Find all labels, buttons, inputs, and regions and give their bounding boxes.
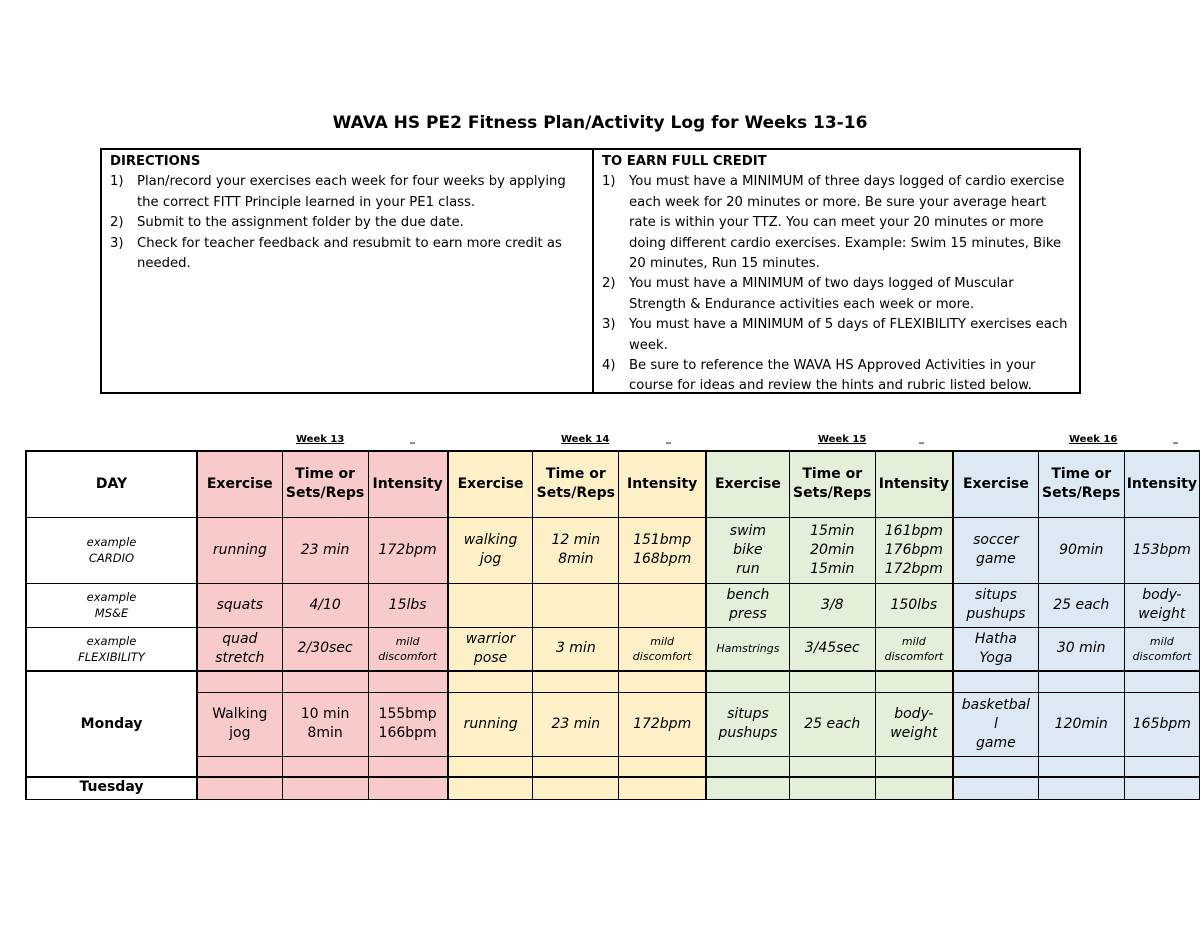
full-credit-item bbox=[602, 274, 1071, 315]
log-cell bbox=[533, 777, 619, 799]
log-cell: body- weight bbox=[875, 692, 953, 756]
log-cell: mild discomfort bbox=[368, 627, 448, 671]
log-cell: 4/10 bbox=[282, 583, 368, 627]
log-cell bbox=[1124, 756, 1199, 777]
log-cell bbox=[706, 671, 789, 692]
week-13-label: Week 13 bbox=[296, 434, 345, 445]
full-credit-item-number: 1) bbox=[602, 174, 616, 190]
instructions-box bbox=[100, 148, 1081, 394]
log-cell: walking jog bbox=[448, 517, 533, 583]
directions-item-text: Check for teacher feedback and resubmit to earn more credit as needed. bbox=[137, 235, 562, 272]
example-row bbox=[26, 627, 1200, 671]
log-cell: 153bpm bbox=[1124, 517, 1199, 583]
week-16-dash: _ bbox=[1173, 433, 1178, 444]
directions-item-number: 3) bbox=[110, 235, 124, 251]
column-header: Intensity bbox=[619, 451, 706, 517]
week-14-band bbox=[454, 429, 714, 451]
full-credit-heading: TO EARN FULL CREDIT bbox=[602, 154, 767, 169]
log-cell: 3/8 bbox=[789, 583, 875, 627]
log-cell: 172bpm bbox=[619, 692, 706, 756]
log-cell bbox=[282, 777, 368, 799]
page-title: WAVA HS PE2 Fitness Plan/Activity Log for Weeks 13-16 bbox=[332, 113, 868, 133]
log-cell: situps pushups bbox=[953, 583, 1038, 627]
column-header: Exercise bbox=[197, 451, 282, 517]
full-credit-item bbox=[602, 315, 1071, 356]
spacer-row bbox=[26, 756, 1200, 777]
log-cell: 25 each bbox=[789, 692, 875, 756]
log-cell: running bbox=[197, 517, 282, 583]
log-cell: situps pushups bbox=[706, 692, 789, 756]
log-cell bbox=[1038, 671, 1124, 692]
log-cell bbox=[1038, 756, 1124, 777]
log-cell bbox=[1124, 777, 1199, 799]
log-cell: 165bpm bbox=[1124, 692, 1199, 756]
log-cell: mild discomfort bbox=[875, 627, 953, 671]
log-cell bbox=[448, 756, 533, 777]
week-16-label: Week 16 bbox=[1069, 434, 1118, 445]
log-cell bbox=[533, 671, 619, 692]
log-cell bbox=[619, 583, 706, 627]
directions-item-number: 1) bbox=[110, 174, 124, 190]
full-credit-item bbox=[602, 172, 1071, 274]
spacer-row bbox=[26, 777, 1200, 799]
directions-item bbox=[110, 213, 584, 233]
log-cell bbox=[533, 756, 619, 777]
directions-item bbox=[110, 172, 584, 213]
log-cell: 2/30sec bbox=[282, 627, 368, 671]
week-14-label: Week 14 bbox=[561, 434, 610, 445]
log-cell: running bbox=[448, 692, 533, 756]
log-cell bbox=[368, 671, 448, 692]
day-column-header: DAY bbox=[26, 451, 197, 517]
directions-item-text: Plan/record your exercises each week for four weeks by applying the correct FITT Principle learned in your PE1 class. bbox=[137, 174, 566, 210]
log-cell: 25 each bbox=[1038, 583, 1124, 627]
log-cell bbox=[953, 671, 1038, 692]
full-credit-item-text: You must have a MINIMUM of three days logged of cardio exercise each week for 20 minutes or more. Be sure your average heart rate is within your TTZ. You can meet your 20 minutes or more doing different cardio exercises. Example: Swim 15 minutes, Bike 20 minutes, Run 15 minutes. bbox=[629, 174, 1065, 272]
log-cell: 23 min bbox=[282, 517, 368, 583]
log-cell bbox=[197, 777, 282, 799]
log-cell: 150lbs bbox=[875, 583, 953, 627]
log-cell: 10 min 8min bbox=[282, 692, 368, 756]
full-credit-item-number: 4) bbox=[602, 358, 616, 374]
log-cell: 30 min bbox=[1038, 627, 1124, 671]
week-13-dash: _ bbox=[410, 433, 415, 444]
example-row bbox=[26, 583, 1200, 627]
log-cell bbox=[368, 777, 448, 799]
example-day-label: example CARDIO bbox=[26, 517, 197, 583]
log-cell bbox=[448, 777, 533, 799]
column-header: Intensity bbox=[368, 451, 448, 517]
directions-item-number: 2) bbox=[110, 215, 124, 231]
log-cell bbox=[197, 671, 282, 692]
full-credit-list bbox=[602, 172, 1071, 396]
full-credit-item-text: You must have a MINIMUM of two days logged of Muscular Strength & Endurance activities each week or more. bbox=[629, 276, 1014, 312]
column-header: Time or Sets/Reps bbox=[533, 451, 619, 517]
week-16-band bbox=[963, 429, 1200, 451]
log-cell bbox=[875, 671, 953, 692]
example-day-label: example MS&E bbox=[26, 583, 197, 627]
log-cell: 15min 20min 15min bbox=[789, 517, 875, 583]
monday-row bbox=[26, 692, 1200, 756]
example-day-label: example FLEXIBILITY bbox=[26, 627, 197, 671]
directions-item bbox=[110, 234, 584, 275]
log-cell: 3/45sec bbox=[789, 627, 875, 671]
log-cell bbox=[1038, 777, 1124, 799]
day-label-monday: Monday bbox=[26, 671, 197, 777]
column-header: Exercise bbox=[706, 451, 789, 517]
log-cell: quad stretch bbox=[197, 627, 282, 671]
log-cell: mild discomfort bbox=[1124, 627, 1199, 671]
full-credit-item-text: You must have a MINIMUM of 5 days of FLEXIBILITY exercises each week. bbox=[629, 317, 1068, 353]
log-cell: 90min bbox=[1038, 517, 1124, 583]
log-cell: swim bike run bbox=[706, 517, 789, 583]
column-header: Intensity bbox=[1124, 451, 1199, 517]
directions-section bbox=[102, 150, 594, 392]
log-cell bbox=[953, 777, 1038, 799]
log-cell bbox=[368, 756, 448, 777]
log-cell: Hatha Yoga bbox=[953, 627, 1038, 671]
log-cell bbox=[448, 671, 533, 692]
log-cell bbox=[875, 756, 953, 777]
log-cell: 15lbs bbox=[368, 583, 448, 627]
log-cell bbox=[282, 671, 368, 692]
full-credit-item bbox=[602, 356, 1071, 397]
log-cell: 120min bbox=[1038, 692, 1124, 756]
header-row bbox=[26, 451, 1200, 517]
spacer-row bbox=[26, 671, 1200, 692]
log-cell bbox=[448, 583, 533, 627]
log-cell: bench press bbox=[706, 583, 789, 627]
day-label-tuesday: Tuesday bbox=[26, 777, 197, 799]
log-cell: Walking jog bbox=[197, 692, 282, 756]
week-13-band bbox=[202, 429, 454, 451]
log-cell bbox=[789, 756, 875, 777]
log-cell: body- weight bbox=[1124, 583, 1199, 627]
column-header: Time or Sets/Reps bbox=[1038, 451, 1124, 517]
full-credit-section bbox=[594, 150, 1079, 392]
log-cell: soccer game bbox=[953, 517, 1038, 583]
directions-heading: DIRECTIONS bbox=[110, 154, 201, 169]
log-cell bbox=[282, 756, 368, 777]
log-cell bbox=[789, 671, 875, 692]
log-cell bbox=[619, 671, 706, 692]
example-row bbox=[26, 517, 1200, 583]
log-cell: basketbal l game bbox=[953, 692, 1038, 756]
week-15-dash: _ bbox=[919, 433, 924, 444]
column-header: Exercise bbox=[953, 451, 1038, 517]
log-cell bbox=[619, 777, 706, 799]
log-cell bbox=[875, 777, 953, 799]
week-15-band bbox=[714, 429, 963, 451]
directions-item-text: Submit to the assignment folder by the due date. bbox=[137, 215, 464, 231]
log-cell bbox=[953, 756, 1038, 777]
log-cell: 172bpm bbox=[368, 517, 448, 583]
log-cell: 155bmp 166bpm bbox=[368, 692, 448, 756]
log-cell: 151bmp 168bpm bbox=[619, 517, 706, 583]
log-cell bbox=[789, 777, 875, 799]
week-15-label: Week 15 bbox=[818, 434, 867, 445]
activity-log-table bbox=[25, 450, 1200, 800]
log-cell: 23 min bbox=[533, 692, 619, 756]
log-cell bbox=[533, 583, 619, 627]
log-cell: squats bbox=[197, 583, 282, 627]
column-header: Exercise bbox=[448, 451, 533, 517]
column-header: Time or Sets/Reps bbox=[282, 451, 368, 517]
full-credit-item-text: Be sure to reference the WAVA HS Approved Activities in your course for ideas and review the hints and rubric listed below. bbox=[629, 358, 1036, 394]
log-cell bbox=[706, 756, 789, 777]
log-cell: 3 min bbox=[533, 627, 619, 671]
column-header: Time or Sets/Reps bbox=[789, 451, 875, 517]
directions-list bbox=[110, 172, 584, 274]
column-header: Intensity bbox=[875, 451, 953, 517]
log-cell: warrior pose bbox=[448, 627, 533, 671]
log-cell: 161bpm 176bpm 172bpm bbox=[875, 517, 953, 583]
log-cell: Hamstrings bbox=[706, 627, 789, 671]
log-cell bbox=[1124, 671, 1199, 692]
log-cell bbox=[619, 756, 706, 777]
log-cell: 12 min 8min bbox=[533, 517, 619, 583]
log-cell bbox=[706, 777, 789, 799]
full-credit-item-number: 2) bbox=[602, 276, 616, 292]
week-14-dash: _ bbox=[666, 433, 671, 444]
log-cell: mild discomfort bbox=[619, 627, 706, 671]
log-cell bbox=[197, 756, 282, 777]
full-credit-item-number: 3) bbox=[602, 317, 616, 333]
